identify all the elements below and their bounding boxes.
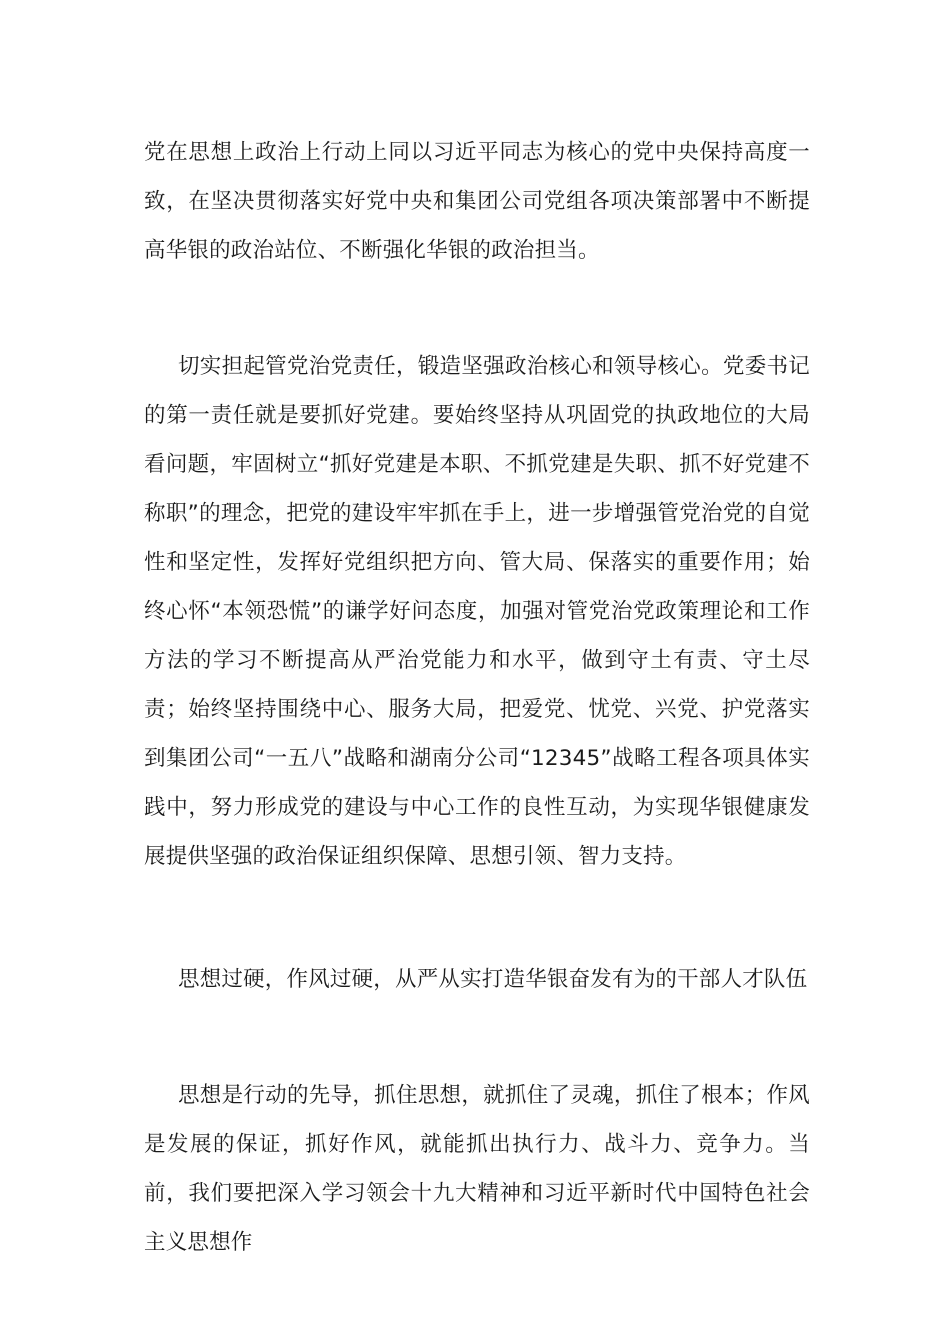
paragraph-party-responsibility: 切实担起管党治党责任，锻造坚强政治核心和领导核心。党委书记的第一责任就是要抓好党建。要始终坚持从巩固党的执政地位的大局看问题，牢固树立“抓好党建是本职、不抓党建是失职、抓不好党建不称职”的理念，把党的建设牢牢抓在手上，进一步增强管党治党的自觉性和坚定性，发挥好党组织把方向、管大局、保落实的重要作用；始终心怀“本领恐慌”的谦学好问态度，加强对管党治党政策理论和工作方法的学习不断提高从严治党能力和水平，做到守土有责、守土尽责；始终坚持围绕中心、服务大局，把爱党、忧党、兴党、护党落实到集团公司“一五八”战略和湖南分公司“12345”战略工程各项具体实践中，努力形成党的建设与中心工作的良性互动，为实现华银健康发展提供坚强的政治保证组织保障、思想引领、智力支持。: [144, 354, 810, 869]
paragraph-thought-and-style: 思想是行动的先导，抓住思想，就抓住了灵魂，抓住了根本；作风是发展的保证，抓好作风，就能抓出执行力、战斗力、竞争力。当前，我们要把深入学习领会十九大精神和习近平新时代中国特色社会主义思想作: [144, 1083, 810, 1255]
section-heading: 思想过硬，作风过硬，从严从实打造华银奋发有为的干部人才队伍: [178, 967, 808, 992]
paragraph-continuation: 党在思想上政治上行动上同以习近平同志为核心的党中央保持高度一致，在坚决贯彻落实好党中央和集团公司党组各项决策部署中不断提高华银的政治站位、不断强化华银的政治担当。: [144, 140, 810, 263]
